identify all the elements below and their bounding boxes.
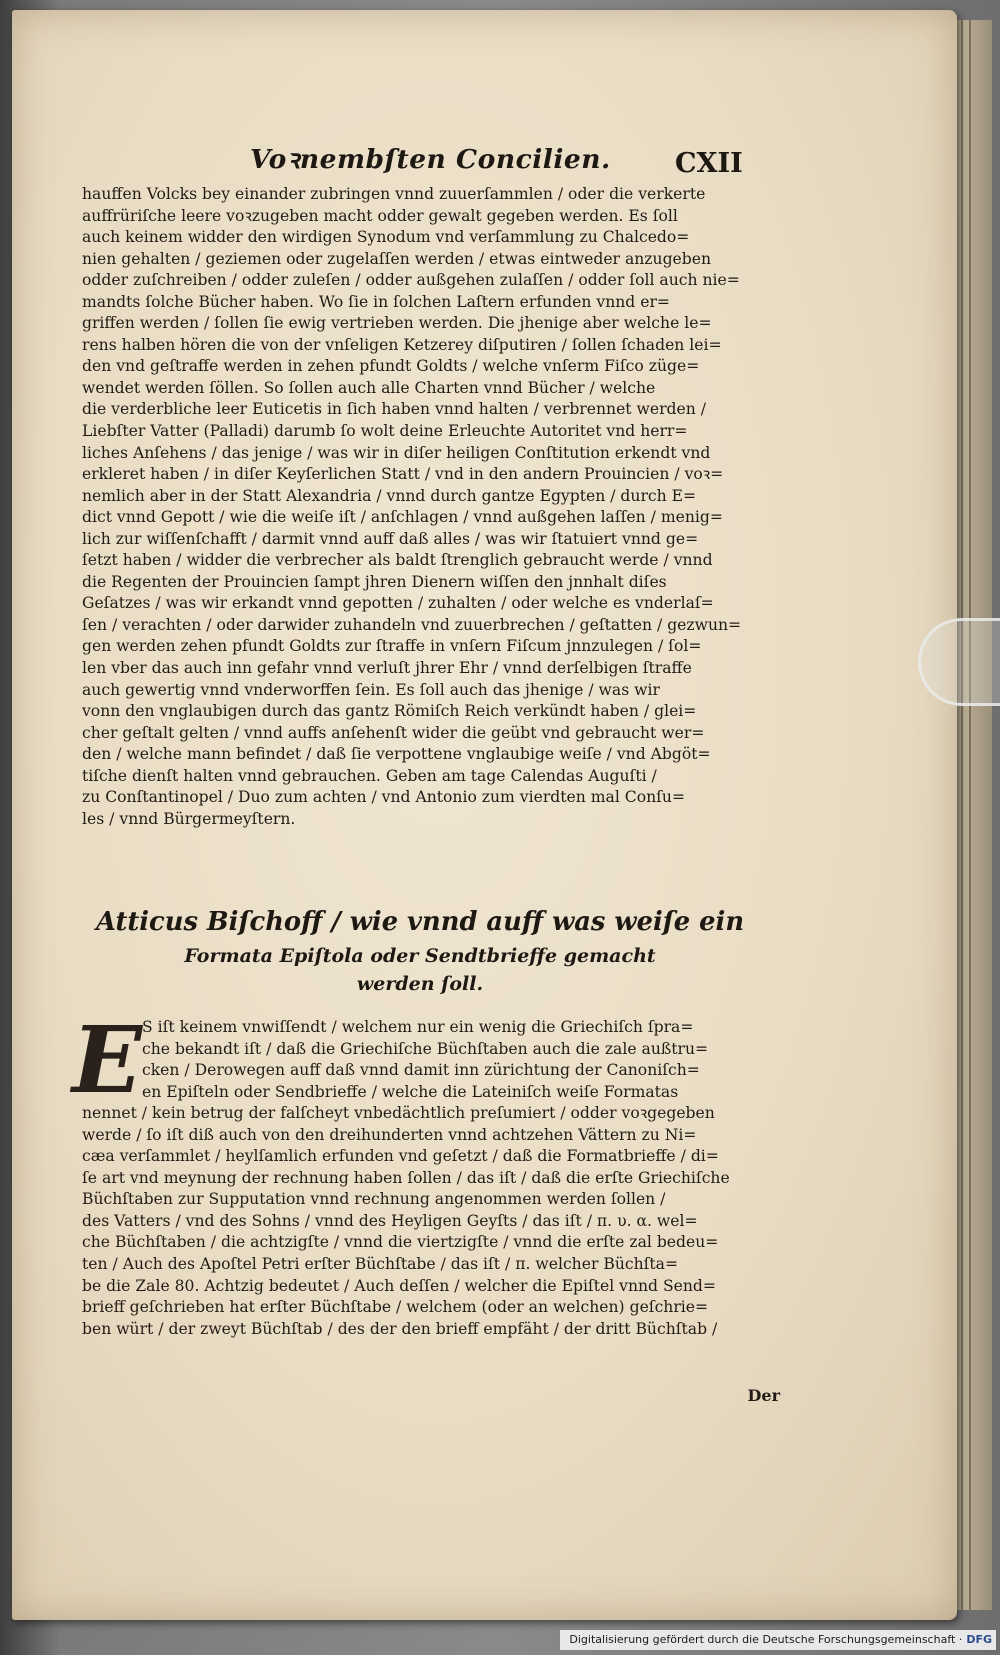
text-line: auch keinem widder den wirdigen Synodum vnd verſammlung zu Chalcedo=: [82, 228, 690, 247]
text-line: nien gehalten / geziemen oder zugelaſſen werden / etwas eintweder anzugeben: [82, 249, 712, 268]
text-line: cher geſtalt gelten / vnnd auffs anſehenſt wider die geübt vnd gebraucht wer=: [82, 723, 705, 742]
text-line: lich zur wiſſenſchafft / darmit vnnd auff daß alles / was wir ſtatuiert vnnd ge=: [82, 529, 699, 548]
text-line: die verderbliche leer Euticetis in ſich haben vnnd halten / verbrennet werden /: [82, 400, 707, 419]
text-line: den vnd geſtraffe werden in zehen pfundt Goldts / welche vnſerm Fiſco züge=: [82, 357, 700, 376]
page-clip: [918, 618, 1000, 706]
text-block-upper: [82, 184, 772, 830]
text-line: cken / Derowegen auff daß vnnd damit inn zürichtung der Canoniſch=: [142, 1061, 700, 1080]
text-line: brieff geſchrieben hat erſter Büchſtabe / welchem (oder an welchen) geſchrie=: [82, 1298, 709, 1317]
text-line: auffrüriſche leere voꝛzugeben macht odder gewalt gegeben werden. Es ſoll: [82, 206, 678, 225]
text-line: ten / Auch des Apoſtel Petri erſter Büchſtabe / das iſt / π. welcher Büchſta=: [82, 1255, 679, 1274]
digitization-footer: [560, 1630, 996, 1650]
text-line: tiſche dienſt halten vnnd gebrauchen. Geben am tage Calendas Auguſti /: [82, 766, 657, 785]
text-block-lower: [82, 1017, 772, 1340]
text-line: wendet werden ſöllen. So ſollen auch alle Charten vnnd Bücher / welche: [82, 378, 656, 397]
text-line: zu Conſtantinopel / Duo zum achten / vnd Antonio zum vierdten mal Conſu=: [82, 788, 686, 807]
folio-number: CXII: [675, 148, 743, 179]
text-line: be die Zale 80. Achtzig bedeutet / Auch deſſen / welcher die Epiſtel vnnd Send=: [82, 1276, 716, 1295]
text-line: cæa verſammlet / heylſamlich erfunden vnd geſetzt / daß die Formatbrieffe / di=: [82, 1147, 719, 1166]
page-edge-ridge: [961, 20, 963, 1610]
text-line: vonn den vnglaubigen durch das gantz Römiſch Reich verkündt haben / glei=: [82, 702, 697, 721]
heading-line: werden ſoll.: [356, 973, 484, 995]
text-line: ſen / verachten / oder darwider zuhandeln vnd zuuerbrechen / geſtatten / gezwun=: [82, 615, 742, 634]
text-line: dict vnnd Gepott / wie die weiſe iſt / anſchlagen / vnnd außgehen laſſen / menig=: [82, 508, 723, 527]
text-line: Geſatzes / was wir erkandt vnnd gepotten / zuhalten / oder welche es vnderlaſ=: [82, 594, 714, 613]
text-line: den / welche mann befindet / daß ſie verpottene vnglaubige weiſe / vnd Abgöt=: [82, 745, 711, 764]
text-line: auch gewertig vnnd vnderworffen ſein. Es ſoll auch das jhenige / was wir: [82, 680, 660, 699]
text-line: des Vatters / vnd des Sohns / vnnd des Heyligen Geyſts / das iſt / π. υ. α. wel=: [82, 1211, 698, 1230]
text-line: che bekandt iſt / daß die Griechiſche Büchſtaben auch die zale außtru=: [142, 1039, 709, 1058]
text-line: S iſt keinem vnwiſſendt / welchem nur ein wenig die Griechiſch ſpra=: [142, 1018, 694, 1036]
text-line: odder zuſchreiben / odder zuleſen / odder außgehen zulaſſen / odder ſoll auch nie=: [82, 271, 740, 290]
text-line: rens halben hören die von der vnſeligen Ketzerey diſputiren / ſollen ſchaden lei=: [82, 335, 722, 354]
text-line: liches Anſehens / das jenige / was wir in diſer heiligen Conſtitution erkendt vnd: [82, 443, 711, 462]
text-line: mandts ſolche Bücher haben. Wo ſie in ſolchen Laſtern erfunden vnnd er=: [82, 292, 670, 311]
catchword: Der: [747, 1386, 780, 1405]
text-line: erkleret haben / in diſer Keyſerlichen Statt / vnd in den andern Prouincien / voꝛ=: [82, 465, 724, 484]
text-line: ben würt / der zweyt Büchſtab / des der den brieff empfäht / der dritt Büchſtab /: [82, 1319, 718, 1338]
text-line: len vber das auch inn gefahr vnnd verluſt jhrer Ehr / vnnd derſelbigen ſtraffe: [82, 659, 692, 678]
text-line: en Epiſteln oder Sendbrieffe / welche die Lateiniſch weiſe Formatas: [142, 1082, 679, 1101]
text-line: griffen werden / ſollen ſie ewig vertrieben werden. Die jhenige aber welche le=: [82, 314, 712, 333]
text-line: hauffen Volcks bey einander zubringen vnnd zuuerſammlen / oder die verkerte: [82, 185, 706, 203]
text-line: nemlich aber in der Statt Alexandria / vnnd durch gantze Egypten / durch E=: [82, 486, 697, 505]
text-line: gen werden zehen pfundt Goldts zur ſtraffe in vnſern Fiſcum jnnzulegen / ſol=: [82, 637, 702, 656]
page-edge-ridge: [969, 20, 971, 1610]
heading-line: Formata Epiſtola oder Sendtbrieffe gemacht: [184, 945, 656, 967]
text-line: ſetzt haben / widder die verbrecher als baldt ſtrenglich gebraucht werde / vnnd: [82, 551, 713, 570]
section-heading: [95, 902, 745, 998]
text-line: che Büchſtaben / die achtzigſte / vnnd die viertzigſte / vnnd die erſte zal bedeu=: [82, 1233, 719, 1252]
decorated-initial: E: [72, 1006, 143, 1114]
footer-text: Digitalisierung gefördert durch die Deutsche Forschungsgemeinschaft ·: [569, 1633, 963, 1646]
text-line: nennet / kein betrug der falſcheyt vnbedächtlich preſumiert / odder voꝛgegeben: [82, 1104, 715, 1123]
text-line: les / vnnd Bürgermeyſtern.: [82, 809, 296, 828]
text-line: werde / ſo iſt diß auch von den dreihunderten vnnd achtzehen Vättern zu Ni=: [82, 1125, 697, 1144]
heading-line: Atticus Biſchoff / wie vnnd auff was weiſe ein: [95, 907, 745, 937]
text-line: ſe art vnd meynung der rechnung haben ſollen / das iſt / daß die erſte Griechiſche: [82, 1168, 730, 1187]
text-line: Büchſtaben zur Supputation vnnd rechnung angenommen werden ſollen /: [82, 1190, 666, 1209]
text-line: die Regenten der Prouincien ſampt jhren Dienern wiſſen den jnnhalt diſes: [82, 572, 667, 591]
running-title: Voꝛnembſten Concilien.: [250, 144, 611, 175]
dfg-logo: DFG: [966, 1633, 992, 1646]
text-line: Liebſter Vatter (Palladi) darumb ſo wolt deine Erleuchte Autoritet vnd herr=: [82, 422, 688, 441]
